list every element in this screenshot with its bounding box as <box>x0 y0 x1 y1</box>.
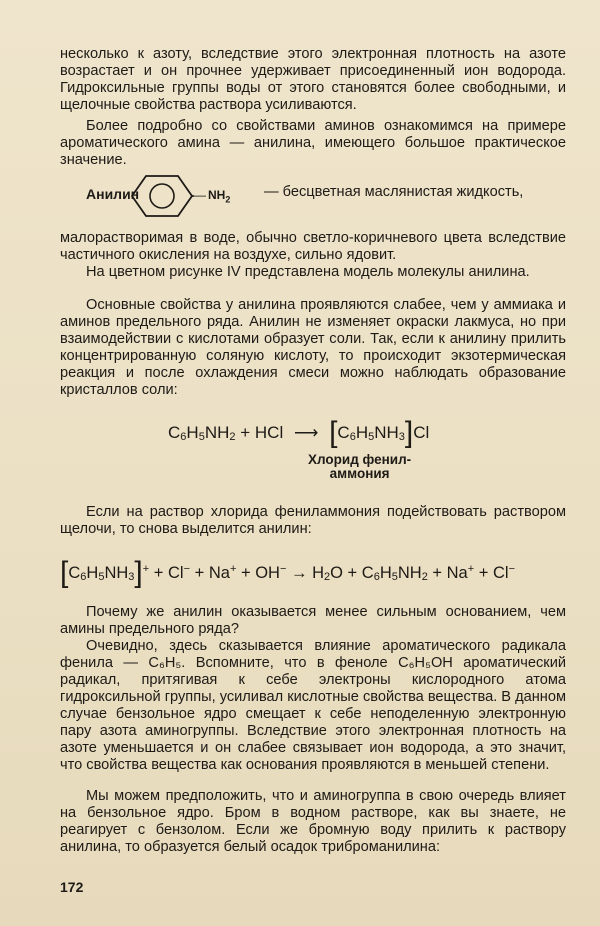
reaction-1: $C_6H_5NH_2$ + HCl ⟶ $[C_6H_5NH_3]Cl$ <box>168 416 430 449</box>
paragraph-2: Более подробно со свойствами аминов ознакомимся на примере ароматического амина — анилина, имеющего большое практическое значение. <box>60 118 566 168</box>
paragraph-7: Почему же анилин оказывается менее сильным основанием, чем амины предельного ряда? <box>60 604 566 637</box>
paragraph-6: Если на раствор хлорида фениламмония подействовать раствором щелочи, то снова выделится анилин: <box>60 504 566 537</box>
reaction-2: $[C_6H_5NH_3]^+ + Cl^- + Na^+ + OH^- \to H_2O + C_6H_5NH_2 + Na^+ + Cl^-$ <box>60 556 516 589</box>
benzene-ring-icon <box>130 172 194 220</box>
amino-group: $NH_2$ <box>208 188 231 205</box>
page-number: 172 <box>60 879 84 895</box>
paragraph-5: Основные свойства у анилина проявляются слабее, чем у аммиака и аминов предельного ряда. Анилин не изменяет окраски лакмуса, но при взаимодействии с кислотами образует соли. Так, если к анилину прилить концентрированную соляную кислоту, то происходит экзотермическая реакция и после охлаждения смеси можно наблюдать образование кристаллов соли: <box>60 297 566 398</box>
paragraph-4: На цветном рисунке IV представлена модель молекулы анилина. <box>86 264 530 280</box>
paragraph-1: несколько к азоту, вследствие этого электронная плотность на азоте возрастает и он прочнее удерживает присоединенный ион водорода. Гидроксильные группы воды от этого становятся более свободными, и щелочные свойства раствора усиливаются. <box>60 46 566 113</box>
aniline-structure: Анилин — $NH_2$ — бесцветная маслянистая жидкость, <box>86 172 572 220</box>
paragraph-8: Очевидно, здесь сказывается влияние ароматического радикала фенила — C₆H₅. Вспомните, что в феноле C₆H₅OH ароматический радикал, притягивая к себе электроны кислородного атома гидроксильной группы, усиливал кислотные свойства вещества. В данном случае бензольное ядро смещает к себе неподеленную электронную пару азота аминогруппы. Вследствие этого электронная плотность на азоте уменьшается и он слабее связывает ион водорода, а это значит, что свойства вещества как основания проявляются в меньшей степени. <box>60 638 566 773</box>
paragraph-3: малорастворимая в воде, обычно светло-коричневого цвета вследствие частичного окисления на воздухе, сильно ядовит. <box>60 230 566 263</box>
aniline-description: — бесцветная маслянистая жидкость, <box>264 184 524 200</box>
paragraph-9: Мы можем предположить, что и аминогруппа в свою очередь влияет на бензольное ядро. Бром в водном растворе, как вы знаете, не реагирует с бензолом. Если же бромную воду прилить к раствору анилина, то образуется белый осадок триброманилина: <box>60 788 566 855</box>
aniline-label: Анилин <box>86 186 140 202</box>
product-label: Хлорид фенил- аммония <box>308 452 412 481</box>
